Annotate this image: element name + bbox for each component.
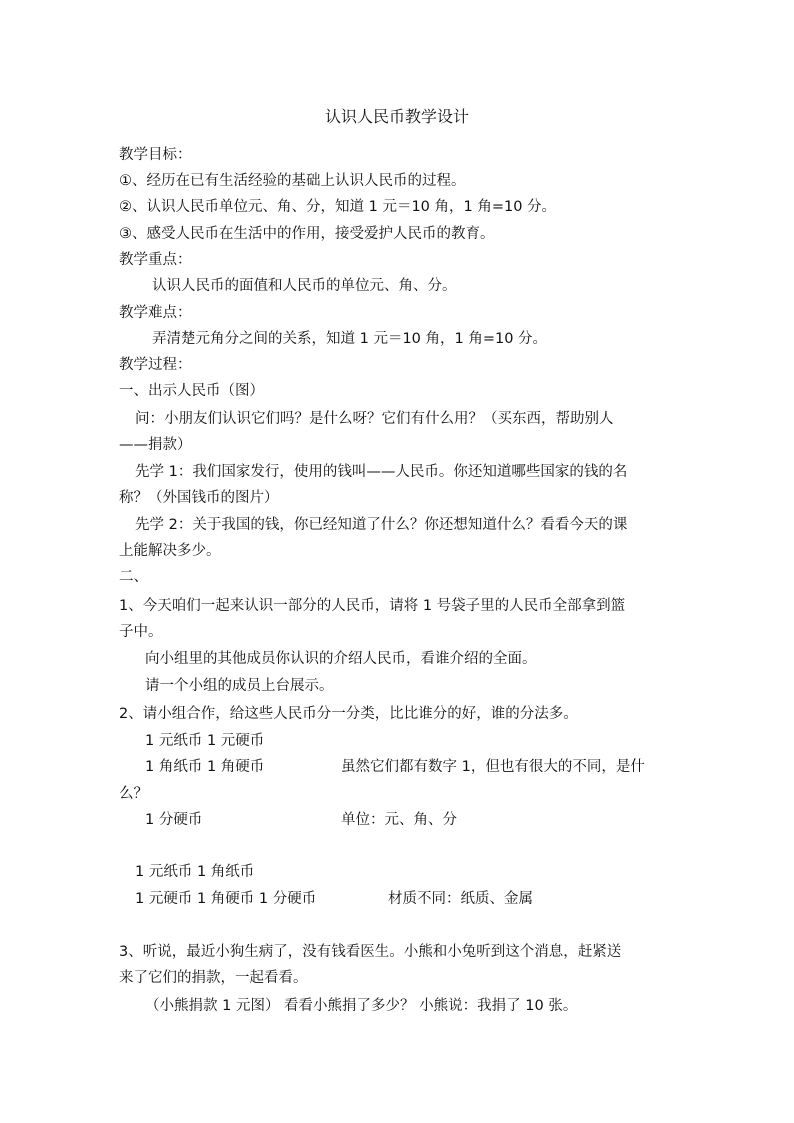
section2-item3-line3: （小熊捐款 1 元图） 看看小熊捐了多少？ 小熊说：我捐了 10 张。 — [145, 998, 578, 1014]
group-a-note-line1: 虽然它们都有数字 1，但也有很大的不同，是什 — [341, 759, 645, 775]
document-title: 认识人民币教学设计 — [324, 107, 469, 126]
section2-item1-sub1: 向小组里的其他成员你认识的介绍人民币，看谁介绍的全面。 — [145, 651, 537, 667]
section2-item1-sub2: 请一个小组的成员上台展示。 — [145, 678, 334, 694]
key-points-heading: 教学重点： — [119, 252, 192, 268]
section2-item1-line1: 1、今天咱们一起来认识一部分的人民币，请将 1 号袋子里的人民币全部拿到篮 — [119, 598, 626, 614]
group-a-row1: 1 元纸币 1 元硬币 — [145, 733, 265, 749]
section1-student1-line1: 先学 1：我们国家发行，使用的钱叫——人民币。你还知道哪些国家的钱的名 — [135, 464, 628, 480]
difficulties-text: 弄清楚元角分之间的关系，知道 1 元＝10 角，1 角=10 分。 — [152, 331, 548, 347]
objectives-heading: 教学目标： — [119, 147, 192, 163]
section1-heading: 一、出示人民币（图） — [119, 383, 264, 399]
group-a-row2: 1 角纸币 1 角硬币 — [145, 759, 265, 775]
group-b-note: 材质不同：纸质、金属 — [388, 891, 533, 907]
objective-1: ①、经历在已有生活经验的基础上认识人民币的过程。 — [119, 173, 466, 189]
group-a-unit-note: 单位：元、角、分 — [341, 812, 457, 828]
section1-student2-line1: 先学 2：关于我国的钱，你已经知道了什么？你还想知道什么？看看今天的课 — [135, 517, 628, 533]
section1-student1-line2: 称？（外国钱币的图片） — [119, 490, 279, 506]
section2-item3-line2: 来了它们的捐款，一起看看。 — [119, 970, 308, 986]
key-points-text: 认识人民币的面值和人民币的单位元、角、分。 — [152, 278, 457, 294]
section2-item3-line1: 3、听说，最近小狗生病了，没有钱看医生。小熊和小兔听到这个消息，赶紧送 — [119, 944, 622, 960]
process-heading: 教学过程： — [119, 357, 192, 373]
section1-question-line1: 问：小朋友们认识它们吗？是什么呀？它们有什么用？（买东西，帮助别人 — [135, 411, 614, 427]
difficulties-heading: 教学难点： — [119, 305, 192, 321]
group-a-row3: 1 分硬币 — [145, 812, 203, 828]
group-b-row2: 1 元硬币 1 角硬币 1 分硬币 — [135, 891, 317, 907]
section2-item2: 2、请小组合作，给这些人民币分一分类，比比谁分的好，谁的分法多。 — [119, 706, 578, 722]
section1-student2-line2: 上能解决多少。 — [119, 543, 221, 559]
group-a-note-line2: 么？ — [119, 786, 148, 802]
group-b-row1: 1 元纸币 1 角纸币 — [135, 864, 255, 880]
section2-item1-line2: 子中。 — [119, 624, 163, 640]
section1-question-line2: ——捐款） — [119, 437, 192, 453]
objective-2: ②、认识人民币单位元、角、分，知道 1 元＝10 角，1 角=10 分。 — [119, 199, 557, 215]
objective-3: ③、感受人民币在生活中的作用，接受爱护人民币的教育。 — [119, 226, 495, 242]
section2-heading: 二、 — [119, 569, 148, 585]
